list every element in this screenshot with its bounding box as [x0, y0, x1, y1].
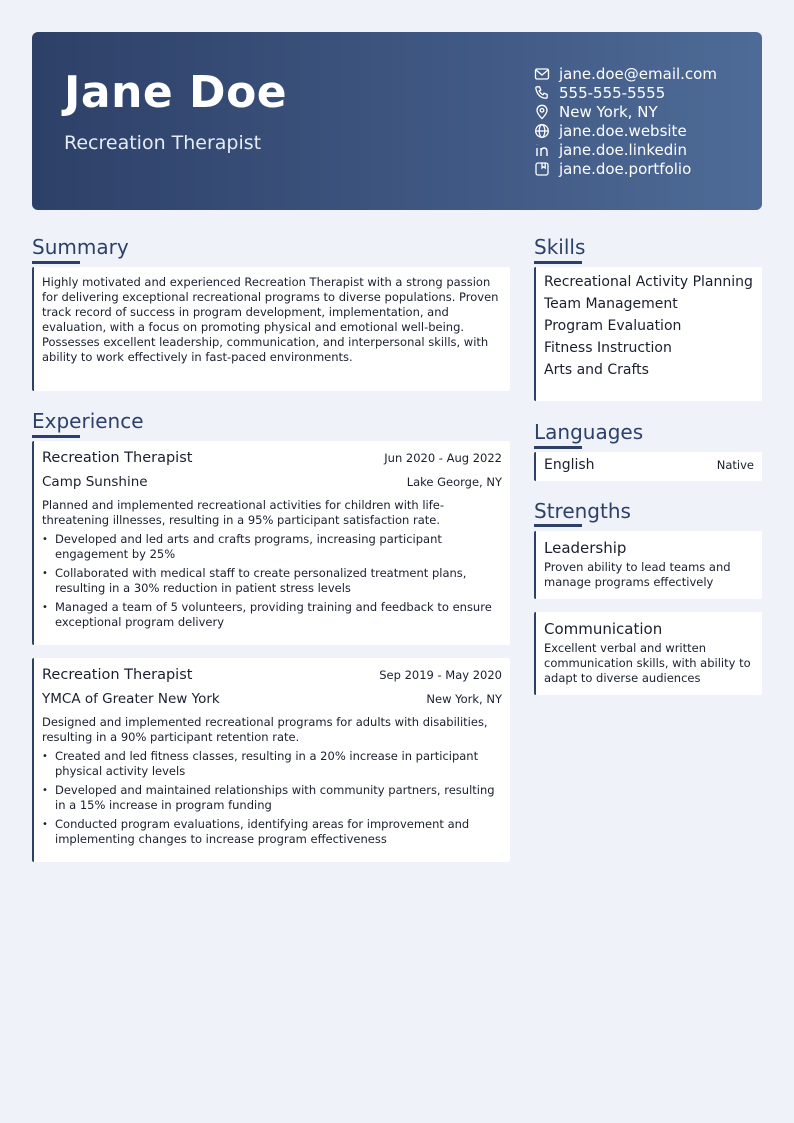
job-dates: Jun 2020 - Aug 2022	[384, 451, 502, 465]
contact-phone-text: 555-555-5555	[559, 83, 666, 102]
linkedin-icon	[534, 142, 550, 158]
contact-website[interactable]	[534, 121, 717, 140]
summary-heading: Summary	[32, 235, 129, 259]
summary-text: Highly motivated and experienced Recreation Therapist with a strong passion for delivering exceptional recreational programs to diverse populations. Proven track record of success in program development, implementation, and evaluation, with a focus on promoting physical and emotional well-being. Possesses excellent leadership, communication, and interpersonal skills, with ability to work effectively in fast-paced environments.	[42, 275, 499, 364]
strength-name: Communication	[544, 620, 663, 638]
experience-entry	[32, 441, 510, 645]
skills-heading-rule	[534, 261, 582, 264]
job-title: Recreation Therapist	[42, 450, 193, 466]
skill-item: Recreational Activity Planning	[544, 274, 753, 290]
skills-card	[534, 267, 762, 401]
experience-heading-rule	[32, 435, 80, 438]
job-bullet: • Created and led fitness classes, resulting in a 20% increase in participant physical activity levels	[42, 749, 502, 779]
candidate-title: Recreation Therapist	[64, 132, 262, 154]
contact-list	[534, 64, 717, 178]
skill-item: Fitness Instruction	[544, 340, 672, 356]
job-bullet: • Managed a team of 5 volunteers, providing training and feedback to ensure exceptional program delivery	[42, 600, 502, 630]
job-bullet: • Developed and maintained relationships with community partners, resulting in a 15% increase in program funding	[42, 783, 502, 813]
globe-icon	[534, 123, 550, 139]
job-company: Camp Sunshine	[42, 474, 148, 490]
resume-header	[32, 32, 762, 210]
job-location: New York, NY	[426, 692, 502, 706]
strength-description: Proven ability to lead teams and manage programs effectively	[544, 560, 731, 589]
strength-card	[534, 531, 762, 599]
job-bullet: • Developed and led arts and crafts programs, increasing participant engagement by 25%	[42, 532, 502, 562]
job-description: Designed and implemented recreational programs for adults with disabilities, resulting in a 90% participant retention rate.	[42, 715, 488, 744]
candidate-name: Jane Doe	[64, 67, 288, 118]
contact-linkedin-text: jane.doe.linkedin	[559, 140, 687, 159]
skill-item: Team Management	[544, 296, 678, 312]
contact-portfolio[interactable]	[534, 159, 717, 178]
job-dates: Sep 2019 - May 2020	[379, 668, 502, 682]
job-bullet: • Collaborated with medical staff to create personalized treatment plans, resulting in a 30% reduction in patient stress levels	[42, 566, 502, 596]
skill-item: Arts and Crafts	[544, 362, 649, 378]
job-bullets	[42, 532, 502, 630]
contact-location-text: New York, NY	[559, 102, 658, 121]
job-company: YMCA of Greater New York	[42, 691, 220, 707]
language-name: English	[544, 457, 595, 473]
contact-linkedin[interactable]	[534, 140, 717, 159]
languages-heading: Languages	[534, 420, 644, 444]
summary-card	[32, 267, 510, 391]
experience-entry	[32, 658, 510, 862]
job-bullet: • Conducted program evaluations, identifying areas for improvement and implementing changes to increase program effectiveness	[42, 817, 502, 847]
skills-heading: Skills	[534, 235, 586, 259]
contact-email-text: jane.doe@email.com	[559, 64, 717, 83]
job-location: Lake George, NY	[406, 475, 502, 489]
mail-icon	[534, 66, 550, 82]
summary-heading-rule	[32, 261, 80, 264]
language-level: Native	[716, 458, 754, 472]
location-pin-icon	[534, 104, 550, 120]
contact-website-text: jane.doe.website	[559, 121, 687, 140]
strengths-heading: Strengths	[534, 499, 631, 523]
job-title: Recreation Therapist	[42, 667, 193, 683]
strength-description: Excellent verbal and written communication skills, with ability to adapt to diverse audiences	[544, 641, 751, 685]
strength-name: Leadership	[544, 539, 627, 557]
experience-heading: Experience	[32, 409, 144, 433]
languages-card	[534, 452, 762, 481]
strength-card	[534, 612, 762, 695]
contact-email[interactable]	[534, 64, 717, 83]
skill-item: Program Evaluation	[544, 318, 682, 334]
portfolio-icon	[534, 161, 550, 177]
contact-location	[534, 102, 717, 121]
job-bullets	[42, 749, 502, 847]
languages-heading-rule	[534, 446, 582, 449]
strengths-heading-rule	[534, 524, 582, 527]
phone-icon	[534, 85, 550, 101]
job-description: Planned and implemented recreational activities for children with life-threatening illnesses, resulting in a 95% participant satisfaction rate.	[42, 498, 445, 527]
contact-portfolio-text: jane.doe.portfolio	[559, 159, 692, 178]
contact-phone[interactable]	[534, 83, 717, 102]
